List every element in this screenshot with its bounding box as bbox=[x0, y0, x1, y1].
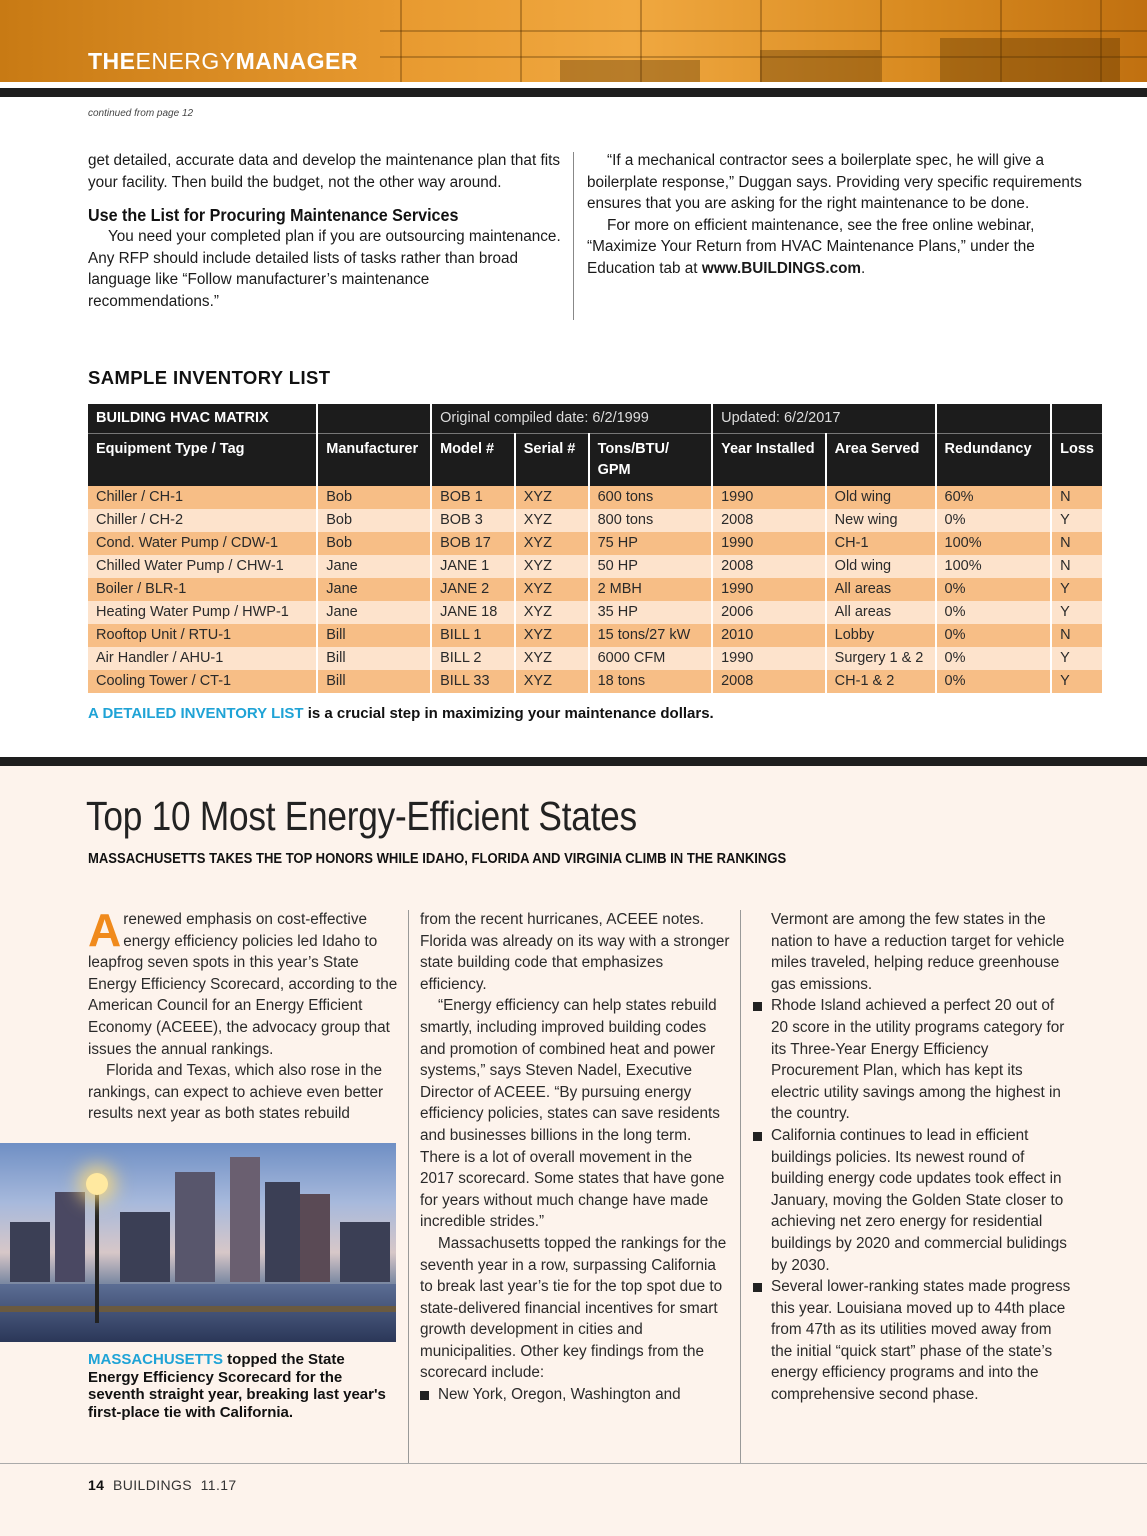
column-divider bbox=[573, 152, 574, 320]
table-cell: New wing bbox=[826, 509, 936, 532]
table-cell: Jane bbox=[317, 601, 431, 624]
table-cell: N bbox=[1051, 486, 1103, 509]
section-rule bbox=[0, 757, 1147, 766]
page-folio: 14 BUILDINGS 11.17 bbox=[88, 1477, 237, 1493]
paragraph: Arenewed emphasis on cost-effective energy efficiency policies led Idaho to leapfrog seven spots in this year’s State Energy Efficiency Scorecard, according to the American Council for an Energy Efficient Economy (ACEEE), the advocacy group that issues the annual rankings. bbox=[88, 904, 398, 1058]
website-link[interactable]: www.BUILDINGS.com bbox=[701, 259, 862, 277]
masthead: THEENERGYMANAGER bbox=[88, 48, 358, 74]
table-cell: 1990 bbox=[712, 647, 826, 670]
table-cell: JANE 2 bbox=[431, 578, 515, 601]
table-cell: Jane bbox=[317, 555, 431, 578]
column-header: Year Installed bbox=[712, 434, 826, 486]
paragraph: from the recent hurricanes, ACEEE notes. Florida was already on its way with a stronger state building code that emphasizes efficiency. bbox=[420, 911, 730, 993]
table-row bbox=[88, 532, 1103, 555]
table-cell: 0% bbox=[936, 624, 1052, 647]
column-header: Tons/BTU/ GPM bbox=[589, 434, 713, 486]
column-header: Area Served bbox=[826, 434, 936, 486]
table-cell: 2008 bbox=[712, 555, 826, 578]
table-row bbox=[88, 578, 1103, 601]
table-row bbox=[88, 647, 1103, 670]
table-header-row bbox=[88, 434, 1103, 486]
table-cell: Bill bbox=[317, 647, 431, 670]
paragraph: get detailed, accurate data and develop the maintenance plan that fits your facility. Then build the budget, not the other way around. bbox=[88, 152, 560, 191]
table-cell: Bob bbox=[317, 532, 431, 555]
table-cell: XYZ bbox=[515, 555, 589, 578]
table-cell: 2006 bbox=[712, 601, 826, 624]
table-cell: 0% bbox=[936, 670, 1052, 693]
paragraph: “If a mechanical contractor sees a boilerplate spec, he will give a boilerplate response,” Duggan says. Providing very specific requirements ensures that you are asking for the right maintenance to be done. bbox=[587, 152, 1082, 213]
boston-skyline-photo bbox=[0, 1143, 396, 1342]
inventory-title: SAMPLE INVENTORY LIST bbox=[88, 367, 331, 388]
feature-title: Top 10 Most Energy-Efficient States bbox=[86, 793, 637, 839]
table-cell: Rooftop Unit / RTU-1 bbox=[88, 624, 317, 647]
table-cell: Lobby bbox=[826, 624, 936, 647]
inventory-table bbox=[88, 404, 1104, 693]
table-cell: 2008 bbox=[712, 670, 826, 693]
feature-column-3 bbox=[753, 909, 1073, 1406]
section-heading: Use the List for Procuring Maintenance Services bbox=[88, 205, 459, 226]
table-cell: 6000 CFM bbox=[589, 647, 713, 670]
inventory-caption: A DETAILED INVENTORY LIST is a crucial step in maximizing your maintenance dollars. bbox=[88, 705, 714, 722]
column-header: Loss bbox=[1051, 434, 1103, 486]
paragraph: For more on efficient maintenance, see the free online webinar, “Maximize Your Return from HVAC Maintenance Plans,” under the Education tab at www.BUILDINGS.com. bbox=[587, 216, 1035, 277]
table-cell: Bob bbox=[317, 486, 431, 509]
table-row bbox=[88, 624, 1103, 647]
table-cell: JANE 1 bbox=[431, 555, 515, 578]
column-divider bbox=[740, 910, 741, 1463]
table-cell: 0% bbox=[936, 578, 1052, 601]
table-cell: Surgery 1 & 2 bbox=[826, 647, 936, 670]
column-header: Redundancy bbox=[936, 434, 1052, 486]
table-cell: 18 tons bbox=[589, 670, 713, 693]
paragraph: Massachusetts topped the rankings for the seventh year in a row, surpassing California to break last year’s tie for the top spot due to state-delivered financial incentives for smart growth development in cities and municipalities. Other key findings from the scorecard include: bbox=[420, 1234, 727, 1382]
bullet-continuation: Vermont are among the few states in the nation to have a reduction target for vehicle miles traveled, helping reduce greenhouse gas emissions. bbox=[771, 911, 1065, 993]
table-cell: BILL 1 bbox=[431, 624, 515, 647]
table-cell: All areas bbox=[826, 601, 936, 624]
table-row bbox=[88, 670, 1103, 693]
feature-subhead: MASSACHUSETTS TAKES THE TOP HONORS WHILE IDAHO, FLORIDA AND VIRGINIA CLIMB IN THE RANKINGS bbox=[88, 851, 787, 867]
top-article-column-2 bbox=[587, 150, 1087, 280]
table-cell: All areas bbox=[826, 578, 936, 601]
table-cell: 100% bbox=[936, 555, 1052, 578]
table-meta-row bbox=[88, 404, 1103, 434]
top-article-column-1 bbox=[88, 150, 564, 313]
table-cell: Chilled Water Pump / CHW-1 bbox=[88, 555, 317, 578]
matrix-label: BUILDING HVAC MATRIX bbox=[88, 404, 317, 434]
table-cell: BOB 3 bbox=[431, 509, 515, 532]
bullet-item: Rhode Island achieved a perfect 20 out of 20 score in the utility programs category for its Three-Year Energy Efficiency Procurement Plan, which has kept its electric utility savings among the highest in the country. bbox=[753, 995, 1073, 1125]
table-cell: Bob bbox=[317, 509, 431, 532]
table-cell: 800 tons bbox=[589, 509, 713, 532]
table-cell: Y bbox=[1051, 647, 1103, 670]
table-cell: 2010 bbox=[712, 624, 826, 647]
table-cell: 0% bbox=[936, 509, 1052, 532]
table-cell: Y bbox=[1051, 509, 1103, 532]
paragraph: “Energy efficiency can help states rebuild smartly, including improved building codes and promotion of combined heat and power systems,” says Steven Nadel, Executive Director of ACEEE. “By pursuing energy efficiency policies, states can save residents and businesses billions in the long term. There is a lot of overall movement in the 2017 scorecard. Some states that have gone for years without much change have made incredible strides.” bbox=[420, 997, 725, 1231]
compiled-date: Original compiled date: 6/2/1999 bbox=[431, 404, 712, 434]
table-cell: XYZ bbox=[515, 624, 589, 647]
table-cell: BILL 2 bbox=[431, 647, 515, 670]
bullet-item: Several lower-ranking states made progress this year. Louisiana moved up to 44th place from 47th as its utilities moved away from the initial “quick start” phase of the state’s energy efficiency programs and into the comprehensive second phase. bbox=[753, 1276, 1073, 1406]
table-cell: 0% bbox=[936, 647, 1052, 670]
table-cell: 50 HP bbox=[589, 555, 713, 578]
table-cell: N bbox=[1051, 555, 1103, 578]
table-cell: Air Handler / AHU-1 bbox=[88, 647, 317, 670]
table-row bbox=[88, 486, 1103, 509]
table-cell: 0% bbox=[936, 601, 1052, 624]
table-cell: Bill bbox=[317, 624, 431, 647]
table-cell: N bbox=[1051, 624, 1103, 647]
table-row bbox=[88, 509, 1103, 532]
table-cell: BOB 1 bbox=[431, 486, 515, 509]
table-cell: Jane bbox=[317, 578, 431, 601]
photo-caption: MASSACHUSETTS topped the State Energy Efficiency Scorecard for the seventh straight year, breaking last year's first-place tie with California. bbox=[88, 1351, 386, 1421]
updated-date: Updated: 6/2/2017 bbox=[712, 404, 935, 434]
table-cell: 15 tons/27 kW bbox=[589, 624, 713, 647]
table-cell: BILL 33 bbox=[431, 670, 515, 693]
table-cell: CH-1 & 2 bbox=[826, 670, 936, 693]
table-cell: Y bbox=[1051, 578, 1103, 601]
feature-column-1 bbox=[88, 904, 398, 1125]
table-cell: Old wing bbox=[826, 486, 936, 509]
table-cell: 60% bbox=[936, 486, 1052, 509]
table-cell: 2008 bbox=[712, 509, 826, 532]
table-cell: 600 tons bbox=[589, 486, 713, 509]
column-header: Serial # bbox=[515, 434, 589, 486]
column-header: Equipment Type / Tag bbox=[88, 434, 317, 486]
paragraph: Florida and Texas, which also rose in the rankings, can expect to achieve even better results next year as both states rebuild bbox=[88, 1062, 384, 1123]
table-cell: Heating Water Pump / HWP-1 bbox=[88, 601, 317, 624]
table-cell: BOB 17 bbox=[431, 532, 515, 555]
table-row bbox=[88, 555, 1103, 578]
table-cell: 35 HP bbox=[589, 601, 713, 624]
table-cell: XYZ bbox=[515, 486, 589, 509]
bullet-item: New York, Oregon, Washington and bbox=[420, 1384, 730, 1406]
column-header: Model # bbox=[431, 434, 515, 486]
footer-rule bbox=[0, 1463, 1147, 1464]
table-cell: Y bbox=[1051, 601, 1103, 624]
table-cell: Cond. Water Pump / CDW-1 bbox=[88, 532, 317, 555]
drop-cap: A bbox=[88, 904, 122, 956]
table-cell: Chiller / CH-1 bbox=[88, 486, 317, 509]
table-cell: XYZ bbox=[515, 647, 589, 670]
table-cell: N bbox=[1051, 532, 1103, 555]
table-cell: 1990 bbox=[712, 532, 826, 555]
table-cell: Bill bbox=[317, 670, 431, 693]
table-row bbox=[88, 601, 1103, 624]
table-cell: 100% bbox=[936, 532, 1052, 555]
table-cell: Y bbox=[1051, 670, 1103, 693]
table-cell: XYZ bbox=[515, 509, 589, 532]
bullet-item: California continues to lead in efficient buildings policies. Its newest round of building energy code updates took effect in January, moving the Golden State closer to achieving net zero energy for residential buildings by 2020 and commercial bulidings by 2030. bbox=[753, 1125, 1073, 1276]
table-cell: Boiler / BLR-1 bbox=[88, 578, 317, 601]
column-divider bbox=[408, 910, 409, 1463]
feature-column-2 bbox=[420, 909, 730, 1406]
paragraph: You need your completed plan if you are outsourcing maintenance. Any RFP should include detailed lists of tasks rather than broad language like “Follow manufacturer’s maintenance recommendations.” bbox=[88, 228, 561, 310]
table-cell: 1990 bbox=[712, 578, 826, 601]
table-cell: XYZ bbox=[515, 601, 589, 624]
continued-note: continued from page 12 bbox=[88, 108, 194, 119]
table-cell: Chiller / CH-2 bbox=[88, 509, 317, 532]
table-cell: Cooling Tower / CT-1 bbox=[88, 670, 317, 693]
table-cell: Old wing bbox=[826, 555, 936, 578]
table-cell: XYZ bbox=[515, 578, 589, 601]
table-cell: CH-1 bbox=[826, 532, 936, 555]
table-body bbox=[88, 486, 1103, 693]
table-cell: 75 HP bbox=[589, 532, 713, 555]
column-header: Manufacturer bbox=[317, 434, 431, 486]
table-cell: XYZ bbox=[515, 670, 589, 693]
table-cell: JANE 18 bbox=[431, 601, 515, 624]
table-cell: 1990 bbox=[712, 486, 826, 509]
table-cell: XYZ bbox=[515, 532, 589, 555]
table-cell: 2 MBH bbox=[589, 578, 713, 601]
top-rule bbox=[0, 88, 1147, 97]
